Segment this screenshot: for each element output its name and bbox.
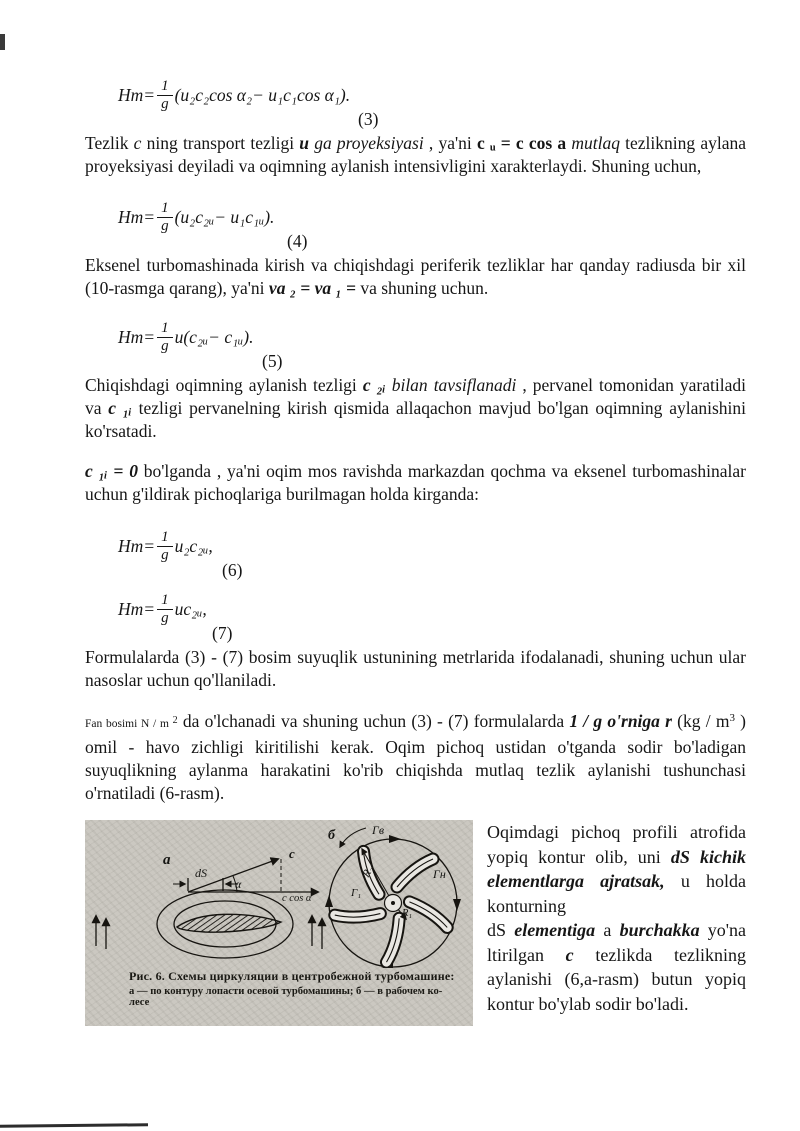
formula-6-lhs: Hm= [118, 535, 156, 556]
diagram-b-gamma-v-label: Γв [372, 823, 385, 837]
figure-row [85, 820, 746, 1026]
formula-5-fraction: $\frac{1}{g}$ [157, 320, 173, 354]
paragraph-outlet-swirl: Chiqishdagi oqimning aylanish tezligi c ₂ᵢ bilan tavsiflanadi , pervanel tomonidan yaratiladi va c ₁ᵢ tezligi pervanelning kirish qismida allaqachon mavjud bo'lgan oqimning aylanishini ko'rsatadi. [85, 375, 746, 441]
formula-5-lhs: Hm= [118, 326, 156, 347]
paragraph-zero-inlet-swirl: c ₁ᵢ = 0 bo'lganda , ya'ni oqim mos ravishda markazdan qochma va eksenel turbomashinalar uchun g'ildirak pichoqlariga burilmagan holda kirganda: [85, 461, 746, 504]
paragraph-fan-pressure: Fan bosimi N / m $^2$ da o'lchanadi va shuning uchun (3) - (7) formulalarda 1 / g o'rniga r ($kg / m^3$ ) omil - havo zichligi kiritilishi kerak. Oqim pichoq ustidan o'tganda sodir bo'ladigan suyuqlikning aylanma harakatini ko'rib chiqishda mutlaq tezlik aylanishi tushunchasi o'rnatiladi (6-rasm). [85, 711, 746, 803]
formula-7-number: (7) [212, 623, 233, 643]
formula-4-number: (4) [287, 231, 308, 251]
paragraph-velocity-projection: Tezlik c ning transport tezligi u ga proyeksiyasi , ya'ni c ᵤ = c cos a mutlaq tezlikning aylana proyeksiyasi deyiladi va oqimning aylanish intensivligini xarakterlaydi. Shuning uchun, [85, 133, 746, 176]
diagram-a-ccos-label: c cos α [282, 893, 312, 904]
airfoil-profile [177, 914, 281, 932]
formula-6-fraction: $\frac{1}{g}$ [157, 529, 173, 563]
formula-4-fraction: $\frac{1}{g}$ [157, 200, 173, 234]
diagram-a-label: a [163, 852, 171, 868]
figure-caption-sub1: a — по контуру лопасти осевой турбомашины; б — в рабочем ко- [129, 986, 443, 997]
diagram-b [325, 823, 461, 968]
diagram-a-c-label: c [289, 846, 295, 861]
figure-caption-sub2: лесе [129, 997, 150, 1008]
formula-3 [118, 74, 746, 132]
diagram-b-r2-label: R₂ [360, 864, 376, 880]
formula-5 [118, 316, 746, 374]
paragraph-axial-turbomachine: Eksenel turbomashinada kirish va chiqishdagi periferik tezliklar har qanday radiusda bir xil (10-rasmga qarang), ya'ni va ₂ = va ₁ = va shuning uchun. [85, 255, 746, 298]
diagram-a-alpha-label: α [235, 877, 242, 891]
formula-7 [118, 588, 746, 646]
figure-6-image [85, 820, 473, 1026]
formula-6-number: (6) [222, 560, 243, 580]
formula-3-rhs: (u₂c₂cos α₂− u₁c₁cos α₁). [174, 84, 351, 105]
side-text-column [473, 820, 746, 1026]
formula-7-lhs: Hm= [118, 598, 156, 619]
diagram-b-gamma-n-label: Γн [433, 867, 446, 881]
figure-diagrams [85, 820, 473, 968]
formula-4 [118, 196, 746, 254]
formula-6 [118, 525, 746, 583]
scan-artifact-bottom [0, 1123, 148, 1128]
formula-7-rhs: uc₂ᵤ, [174, 598, 207, 619]
paragraph-circulation: dS elementiga a burchakka yo'na ltirilgan c tezlikda tezlikning aylanishi (6,a-rasm) butun yopiq kontur bo'ylab sodir bo'ladi. [487, 920, 746, 1014]
diagram-b-r1-label: R₁ [402, 908, 413, 919]
figure-caption-title: Рис. 6. Схемы циркуляции в центробежной турбомашине: [129, 969, 455, 983]
paragraph-contour-elements: Oqimdagi pichoq profili atrofida yopiq kontur olib, uni dS kichik elementlarga ajratsak, u holda konturning [487, 822, 747, 916]
formula-3-lhs: Hm= [118, 84, 156, 105]
formula-3-fraction: $\frac{1}{g}$ [157, 78, 173, 112]
formula-5-number: (5) [262, 351, 283, 371]
diagram-a [96, 846, 322, 958]
formula-4-lhs: Hm= [118, 206, 156, 227]
scan-artifact-top [0, 34, 5, 50]
formula-7-fraction: $\frac{1}{g}$ [157, 592, 173, 626]
figure-caption [129, 969, 455, 1008]
formula-6-rhs: u₂c₂ᵤ, [174, 535, 213, 556]
diagram-b-gamma-1-label: Γ₁ [351, 887, 362, 899]
formula-3-number: (3) [358, 109, 379, 129]
paragraph-formulas-pressure: Formulalarda (3) - (7) bosim suyuqlik ustunining metrlarida ifodalanadi, shuning uchun ular nasoslar uchun qo'llaniladi. [85, 647, 746, 690]
diagram-a-ds-label: dS [195, 866, 207, 880]
diagram-b-label: б [328, 828, 335, 843]
formula-5-rhs: u(c₂ᵤ− c₁ᵤ). [174, 326, 254, 347]
formula-4-rhs: (u₂c₂ᵤ− u₁c₁ᵤ). [174, 206, 275, 227]
